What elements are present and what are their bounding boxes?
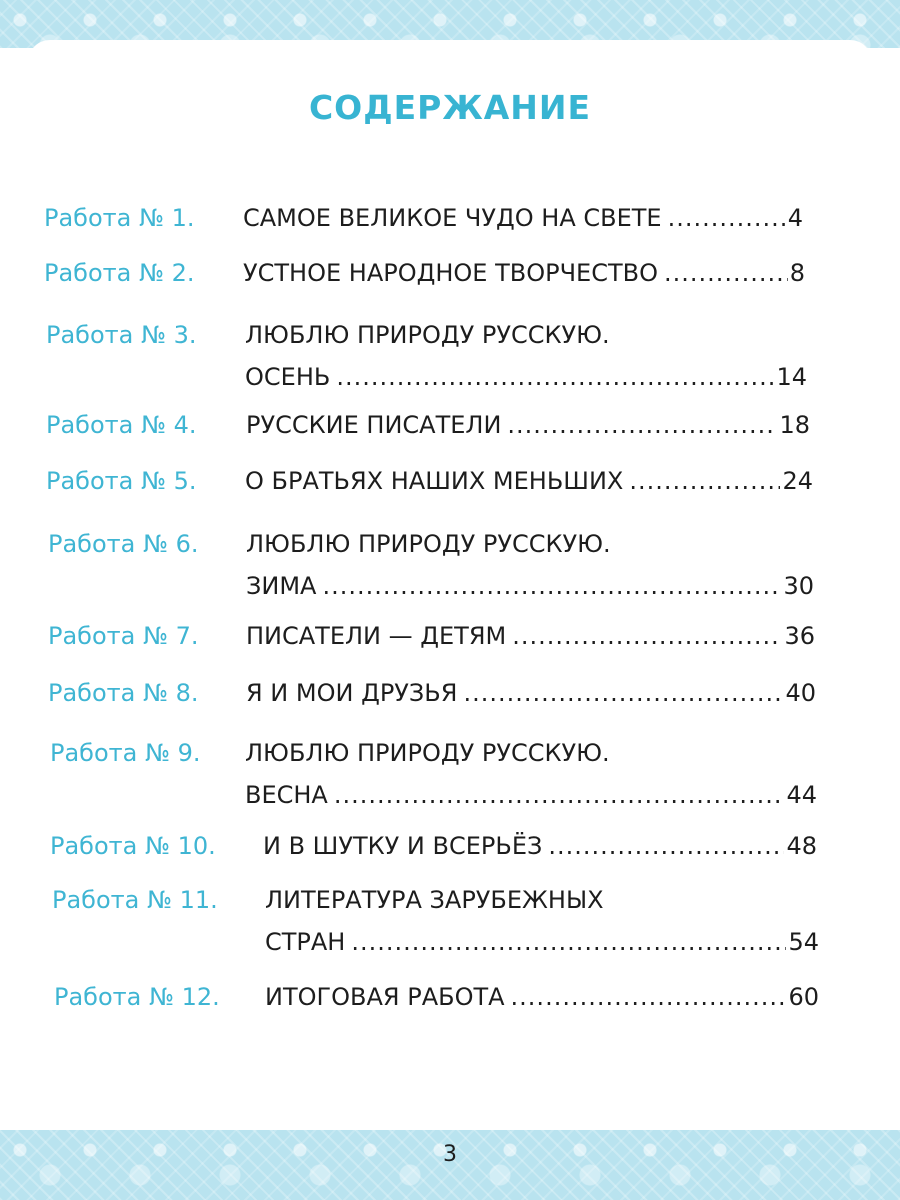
toc-entry-title-continued: СТРАН [265, 928, 346, 956]
toc-entry-title: РУССКИЕ ПИСАТЕЛИ [246, 411, 502, 439]
toc-entry-label: Работа № 6. [48, 530, 199, 558]
toc-entry-line [246, 405, 810, 445]
toc-entry-line [243, 198, 803, 238]
toc-entry-title-continued: ОСЕНЬ [245, 363, 331, 391]
toc-entry-line [245, 775, 817, 815]
toc-entry-label: Работа № 5. [46, 467, 197, 495]
toc-entry-title: УСТНОЕ НАРОДНОЕ ТВОРЧЕСТВО [243, 259, 658, 287]
toc-entry-title: ПИСАТЕЛИ — ДЕТЯМ [246, 622, 507, 650]
toc-entry-label: Работа № 10. [50, 832, 216, 860]
toc-entry-page: 54 [788, 928, 819, 956]
dot-leader [548, 826, 784, 866]
toc-entry[interactable] [0, 315, 900, 391]
toc-entry-page: 8 [789, 259, 805, 287]
toc-entry[interactable] [0, 616, 900, 662]
toc-entry-page: 48 [786, 832, 817, 860]
dot-leader [463, 673, 783, 713]
toc-entry-label: Работа № 11. [52, 886, 218, 914]
toc-entry[interactable] [0, 733, 900, 809]
toc-entry-page: 60 [788, 983, 819, 1011]
toc-entry[interactable] [0, 253, 900, 299]
dot-leader [511, 977, 787, 1017]
toc-entry-line [245, 461, 813, 501]
toc-entry-title-continued: ВЕСНА [245, 781, 328, 809]
toc-entry-label: Работа № 4. [46, 411, 197, 439]
toc-entry-label: Работа № 7. [48, 622, 199, 650]
toc-entry-label: Работа № 8. [48, 679, 199, 707]
toc-entry-page: 40 [785, 679, 816, 707]
toc-entry-line [263, 826, 817, 866]
dot-leader [512, 616, 782, 656]
toc-entry-line [246, 673, 816, 713]
toc-entry-page: 4 [787, 204, 803, 232]
toc-entry-line [265, 922, 819, 962]
toc-entry-page: 14 [776, 363, 807, 391]
dot-leader [336, 357, 774, 397]
toc-entry-label: Работа № 9. [50, 739, 201, 767]
toc-entry[interactable] [0, 826, 900, 872]
toc-entry-page: 24 [782, 467, 813, 495]
dot-leader [668, 198, 786, 238]
toc-entry-title: ЛИТЕРАТУРА ЗАРУБЕЖНЫХ [265, 886, 604, 914]
toc-entry-line [246, 566, 814, 606]
toc-entry-line [245, 357, 807, 397]
toc-entry[interactable] [0, 977, 900, 1023]
toc-entry-page: 18 [779, 411, 810, 439]
dot-leader [334, 775, 785, 815]
toc-entry[interactable] [0, 461, 900, 507]
toc-entry-title: О БРАТЬЯХ НАШИХ МЕНЬШИХ [245, 467, 624, 495]
toc-entry-title: ЛЮБЛЮ ПРИРОДУ РУССКУЮ. [246, 530, 611, 558]
dot-leader [351, 922, 786, 962]
toc-entry-title: ЛЮБЛЮ ПРИРОДУ РУССКУЮ. [245, 321, 610, 349]
toc-entry-title: И В ШУТКУ И ВСЕРЬЁЗ [263, 832, 543, 860]
toc-entry-label: Работа № 3. [46, 321, 197, 349]
toc-entry[interactable] [0, 198, 900, 244]
toc-entry-label: Работа № 2. [44, 259, 195, 287]
toc-entry-page: 36 [784, 622, 815, 650]
toc-entry-title: Я И МОИ ДРУЗЬЯ [246, 679, 458, 707]
dot-leader [322, 566, 781, 606]
toc-entry-title: ЛЮБЛЮ ПРИРОДУ РУССКУЮ. [245, 739, 610, 767]
page-title: СОДЕРЖАНИЕ [308, 88, 592, 127]
toc-entry-label: Работа № 12. [54, 983, 220, 1011]
dot-leader [629, 461, 780, 501]
toc-entry-line [246, 616, 815, 656]
toc-entry[interactable] [0, 673, 900, 719]
toc-entry-title: САМОЕ ВЕЛИКОЕ ЧУДО НА СВЕТЕ [243, 204, 662, 232]
dot-leader [664, 253, 788, 293]
toc-entry-title: ИТОГОВАЯ РАБОТА [265, 983, 505, 1011]
page-number: 3 [443, 1142, 457, 1167]
toc-entry-title-continued: ЗИМА [246, 572, 317, 600]
toc-entry[interactable] [0, 524, 900, 600]
toc-entry-page: 44 [786, 781, 817, 809]
toc-entry-page: 30 [783, 572, 814, 600]
toc-entry-label: Работа № 1. [44, 204, 195, 232]
toc-entry-line [243, 253, 805, 293]
toc-entry[interactable] [0, 880, 900, 956]
dot-leader [507, 405, 777, 445]
toc-entry-line [265, 977, 819, 1017]
toc-entry[interactable] [0, 405, 900, 451]
